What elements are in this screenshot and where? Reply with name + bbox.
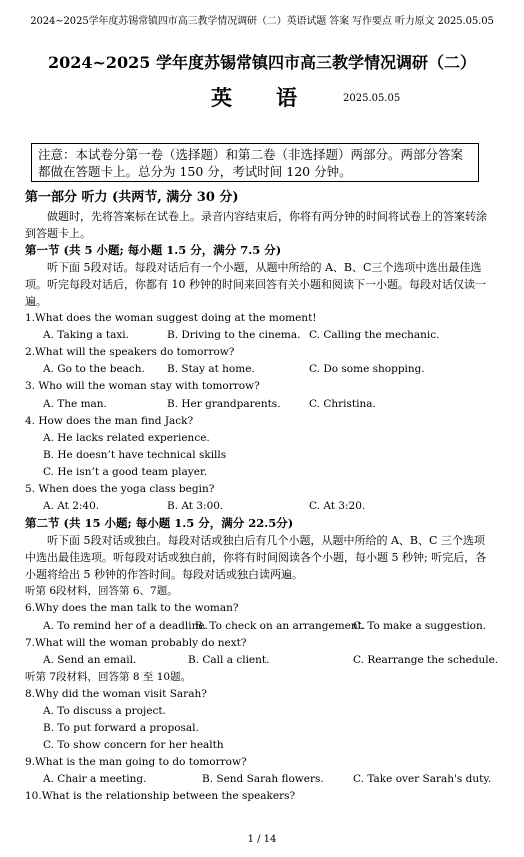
option-b: B. Driving to the cinema.: [167, 329, 301, 342]
option-c: C. To make a suggestion.: [353, 619, 487, 632]
question-9-options: [25, 771, 495, 788]
part1-intro: 做题时，先将答案标在试卷上。录音内容结束后，你将有两分钟的时间将试卷上的答案转涂到答题卡上。: [25, 210, 487, 240]
material-6-instruction: 听第 6段材料，回答第 6、7题。: [25, 585, 178, 598]
option-c: C. To show concern for her health: [43, 739, 224, 752]
option-b: B. Her grandparents.: [167, 397, 281, 410]
option-b: B. At 3:00.: [167, 500, 224, 513]
option-a: A. At 2:40.: [43, 500, 100, 513]
running-header: 2024~2025学年度苏锡常镇四市高三教学情况调研（二）英语试题 答案 写作要点 听力原文 2025.05.05: [30, 16, 494, 27]
option-b: B. Call a client.: [188, 653, 270, 666]
question-2-options: [25, 361, 495, 378]
option-c: C. Rearrange the schedule.: [353, 653, 499, 666]
option-c: C. He isn’t a good team player.: [43, 465, 208, 478]
question-6: 6.Why does the man talk to the woman?: [25, 602, 239, 615]
option-c: C. At 3:20.: [309, 500, 366, 513]
section2-intro: 听下面 5段对话或独白。每段对话或独白后有几个小题，从题中所给的 A、B、C 三个选项中选出最佳选项。听每段对话或独白前，你将有时间阅读各个小题，每小题 5 秒钟; 听完后，各小题将给出 5 秒钟的作答时间。每段对话或独白读两遍。: [25, 534, 487, 582]
question-10: 10.What is the relationship between the speakers?: [25, 790, 296, 803]
exam-date: 2025.05.05: [343, 93, 401, 104]
page-number: 1 / 14: [247, 834, 277, 845]
option-b: B. Send Sarah flowers.: [202, 773, 324, 786]
section1-intro: 听下面 5段对话。每段对话后有一个小题，从题中所给的 A、B、C三个选项中选出最佳选项。听完每段对话后，你都有 10 秒钟的时间来回答有关小题和阅读下一小题。每段对话仅读一遍。: [25, 261, 486, 309]
option-a: A. To remind her of a deadline.: [43, 619, 208, 632]
question-5: 5. When does the yoga class begin?: [25, 483, 215, 496]
option-b: B. Stay at home.: [167, 363, 255, 376]
question-3-options: [25, 396, 495, 413]
option-a: A. Chair a meeting.: [43, 773, 147, 786]
section2-heading: 第二节 (共 15 小题; 每小题 1.5 分，满分 22.5分): [25, 516, 294, 531]
option-a: A. Go to the beach.: [43, 363, 145, 376]
exam-title: 2024~2025 学年度苏锡常镇四市高三教学情况调研（二）: [47, 53, 477, 72]
part1-heading: 第一部分 听力 (共两节, 满分 30 分): [25, 190, 239, 205]
option-a: A. Send an email.: [43, 653, 137, 666]
question-3: 3. Who will the woman stay with tomorrow?: [25, 380, 260, 393]
question-7: 7.What will the woman probably do next?: [25, 636, 247, 649]
exam-content: [25, 188, 499, 806]
option-c: C. Do some shopping.: [309, 363, 425, 376]
question-6-options: [25, 618, 495, 635]
option-b: B. He doesn’t have technical skills: [43, 448, 227, 461]
option-a: A. He lacks related experience.: [43, 431, 210, 444]
question-2: 2.What will the speakers do tomorrow?: [25, 346, 235, 359]
question-8: 8.Why did the woman visit Sarah?: [25, 687, 207, 700]
option-a: A. Taking a taxi.: [43, 329, 129, 342]
notice-box: 注意：本试卷分第一卷（选择题）和第二卷（非选择题）两部分。两部分答案都做在答题卡上。总分为 150 分，考试时间 120 分钟。: [31, 143, 479, 182]
question-1: 1.What does the woman suggest doing at the moment!: [25, 312, 317, 325]
option-c: C. Calling the mechanic.: [309, 329, 440, 342]
option-a: A. The man.: [43, 397, 107, 410]
option-c: C. Take over Sarah's duty.: [353, 773, 492, 786]
option-b: B. To put forward a proposal.: [43, 722, 199, 735]
section1-heading: 第一节 (共 5 小题; 每小题 1.5 分，满分 7.5 分): [25, 243, 282, 257]
material-7-instruction: 听第 7段材料，回答第 8 至 10题。: [25, 670, 192, 683]
question-7-options: [25, 652, 499, 669]
option-a: A. To discuss a project.: [43, 704, 166, 717]
option-c: C. Christina.: [309, 397, 376, 410]
question-9: 9.What is the man going to do tomorrow?: [25, 756, 247, 769]
subject-title: 英语: [211, 85, 341, 110]
question-1-options: [25, 327, 495, 344]
question-5-options: [25, 498, 495, 515]
question-4: 4. How does the man find Jack?: [25, 414, 194, 427]
option-b: B. To check on an arrangement.: [195, 619, 366, 632]
